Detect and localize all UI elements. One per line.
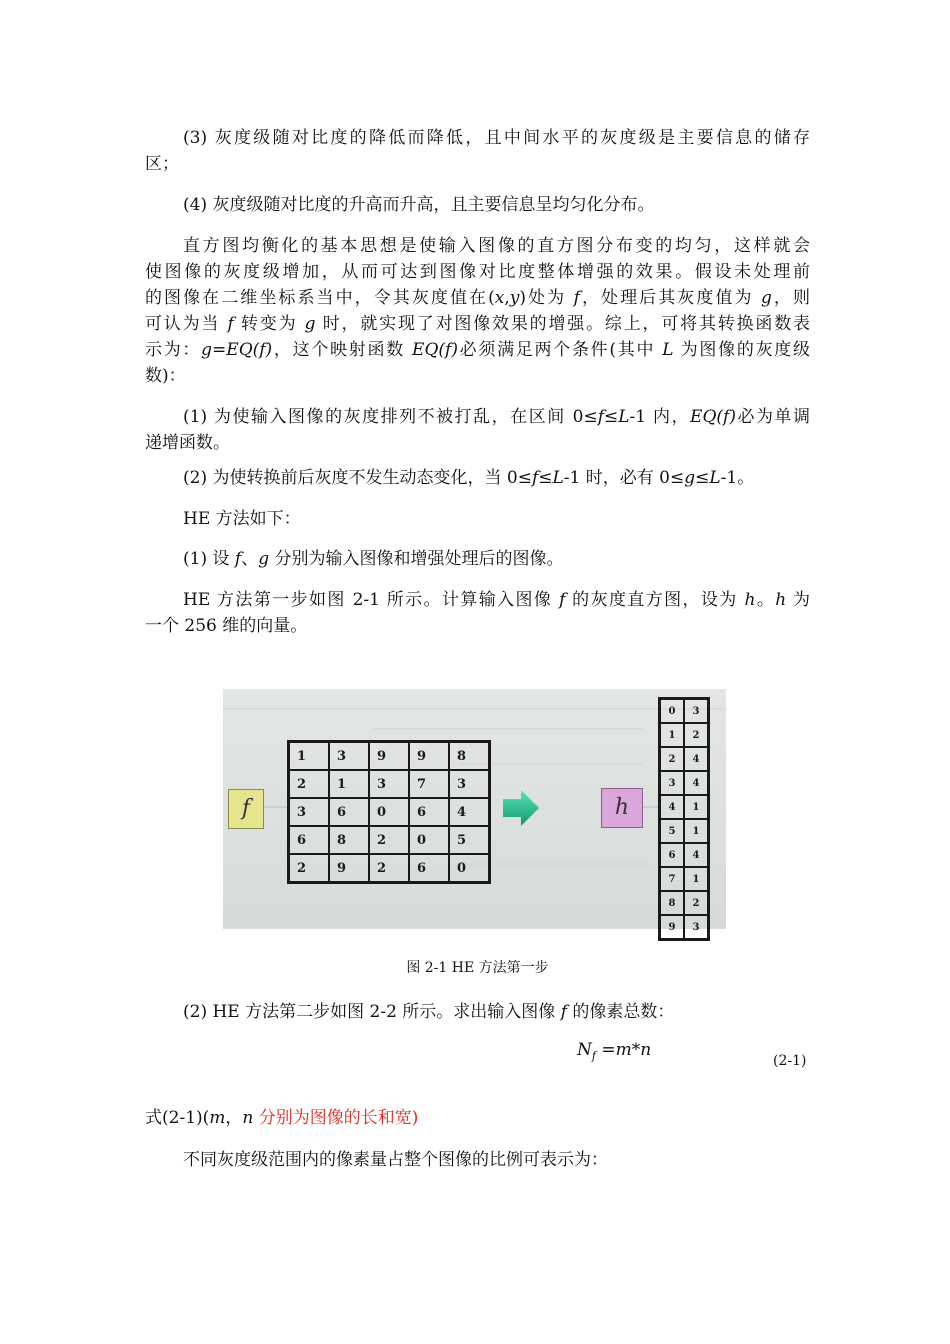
matrix-cell: 9: [329, 854, 369, 883]
matrix-row: [289, 742, 490, 771]
text-line: 不同灰度级范围内的像素量占整个图像的比例可表示为：: [183, 1150, 608, 1170]
text-line: (2) HE 方法第二步如图 2-2 所示。求出输入图像 f 的像素总数：: [183, 1002, 675, 1022]
matrix-cell: 6: [409, 798, 449, 826]
histogram-level-cell: 8: [660, 891, 685, 915]
text-line: 式(2-1)(m，n 分别为图像的长和宽): [145, 1108, 419, 1128]
histogram-count-cell: 2: [684, 891, 709, 915]
histogram-count-cell: 4: [684, 747, 709, 771]
matrix-cell: 1: [329, 770, 369, 798]
figure-he-step1: [223, 689, 726, 933]
input-image-f-box: f: [228, 789, 264, 829]
histogram-row: [660, 747, 709, 771]
matrix-cell: 6: [409, 854, 449, 883]
histogram-row: [660, 795, 709, 819]
matrix-cell: 3: [329, 742, 369, 771]
histogram-level-cell: 9: [660, 915, 685, 940]
matrix-cell: 0: [449, 854, 490, 883]
matrix-cell: 4: [449, 798, 490, 826]
matrix-cell: 8: [329, 826, 369, 854]
text-line: 示为：g=EQ(f)，这个映射函数 EQ(f)必须满足两个条件(其中 L 为图像的灰度级: [145, 340, 811, 360]
text-line: (1) 设 f、g 分别为输入图像和增强处理后的图像。: [183, 549, 564, 569]
matrix-cell: 2: [369, 826, 409, 854]
matrix-cell: 8: [449, 742, 490, 771]
matrix-cell: 6: [289, 826, 330, 854]
arrow-right-icon: [501, 789, 541, 827]
histogram-count-cell: 3: [684, 699, 709, 724]
histogram-row: [660, 915, 709, 940]
text-line: 一个 256 维的向量。: [145, 616, 308, 636]
histogram-row: [660, 867, 709, 891]
matrix-row: [289, 798, 490, 826]
matrix-cell: 3: [289, 798, 330, 826]
matrix-cell: 0: [369, 798, 409, 826]
histogram-level-cell: 3: [660, 771, 685, 795]
matrix-cell: 9: [369, 742, 409, 771]
histogram-count-cell: 2: [684, 723, 709, 747]
matrix-cell: 6: [329, 798, 369, 826]
histogram-row: [660, 699, 709, 724]
matrix-row: [289, 826, 490, 854]
text-line: 数)：: [145, 366, 186, 386]
text-line: 递增函数。: [145, 433, 230, 453]
histogram-level-cell: 0: [660, 699, 685, 724]
histogram-level-cell: 7: [660, 867, 685, 891]
matrix-cell: 2: [289, 854, 330, 883]
matrix-cell: 7: [409, 770, 449, 798]
histogram-row: [660, 891, 709, 915]
histogram-count-cell: 3: [684, 915, 709, 940]
histogram-count-cell: 1: [684, 867, 709, 891]
histogram-level-cell: 2: [660, 747, 685, 771]
text-line: HE 方法第一步如图 2-1 所示。计算输入图像 f 的灰度直方图，设为 h。h 为: [183, 590, 810, 610]
histogram-row: [660, 819, 709, 843]
matrix-cell: 3: [449, 770, 490, 798]
text-line: 直方图均衡化的基本思想是使输入图像的直方图分布变的均匀，这样就会: [183, 236, 810, 256]
histogram-level-cell: 1: [660, 723, 685, 747]
histogram-row: [660, 843, 709, 867]
text-line: (2) 为使转换前后灰度不发生动态变化，当 0≤f≤L-1 时，必有 0≤g≤L-1。: [183, 468, 755, 488]
histogram-level-cell: 6: [660, 843, 685, 867]
histogram-count-cell: 1: [684, 819, 709, 843]
text-line: 可认为当 f 转变为 g 时，就实现了对图像效果的增强。综上，可将其转换函数表: [145, 314, 811, 334]
formula-2-1: $N_f =m*n$: [577, 1040, 652, 1063]
figure-caption: 图 2-1 HE 方法第一步: [406, 960, 549, 976]
text-line: 区；: [145, 154, 179, 174]
histogram-row: [660, 723, 709, 747]
matrix-cell: 2: [289, 770, 330, 798]
equation-number: (2-1): [773, 1053, 807, 1069]
image-matrix: [287, 740, 491, 884]
matrix-cell: 5: [449, 826, 490, 854]
histogram-row: [660, 771, 709, 795]
matrix-cell: 1: [289, 742, 330, 771]
matrix-row: [289, 854, 490, 883]
histogram-table: [658, 697, 710, 941]
text-line: (4) 灰度级随对比度的升高而升高，且主要信息呈均匀化分布。: [183, 195, 655, 215]
matrix-cell: 9: [409, 742, 449, 771]
text-line: 使图像的灰度级增加，从而可达到图像对比度整体增强的效果。假设未处理前: [145, 262, 810, 282]
histogram-h-box: h: [601, 788, 643, 828]
histogram-level-cell: 5: [660, 819, 685, 843]
matrix-cell: 3: [369, 770, 409, 798]
matrix-cell: 2: [369, 854, 409, 883]
matrix-cell: 0: [409, 826, 449, 854]
text-line: HE 方法如下：: [183, 509, 301, 529]
histogram-count-cell: 1: [684, 795, 709, 819]
matrix-row: [289, 770, 490, 798]
text-line: (3) 灰度级随对比度的降低而降低，且中间水平的灰度级是主要信息的储存: [183, 128, 810, 148]
histogram-count-cell: 4: [684, 843, 709, 867]
histogram-level-cell: 4: [660, 795, 685, 819]
text-line: (1) 为使输入图像的灰度排列不被打乱，在区间 0≤f≤L-1 内，EQ(f)必为单调: [183, 407, 810, 427]
histogram-count-cell: 4: [684, 771, 709, 795]
text-line: 的图像在二维坐标系当中，令其灰度值在(x,y)处为 f，处理后其灰度值为 g，则: [145, 288, 810, 308]
